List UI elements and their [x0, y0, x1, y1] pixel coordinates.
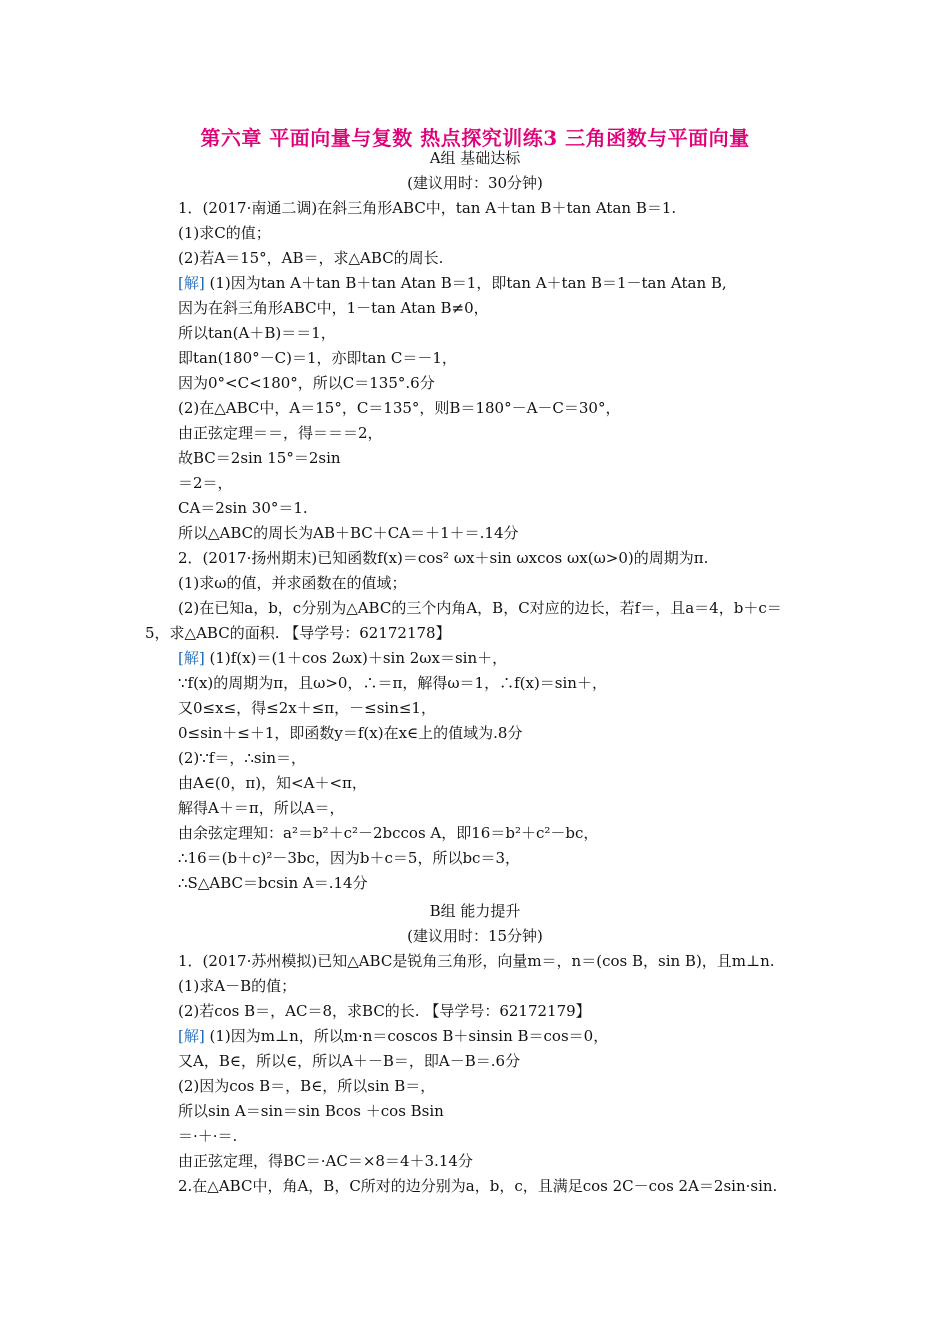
solution-a2-line: [解] (1)f(x)＝(1＋cos 2ωx)＋sin 2ωx＝sin＋， — [178, 649, 508, 667]
solution-a1-line: ＝2＝， — [178, 474, 233, 492]
solution-a2-line: 由A∈(0，π)，知<A＋<π， — [178, 774, 367, 792]
section-a-time: (建议用时：30分钟) — [407, 174, 543, 192]
solution-b1-line: [解] (1)因为m⊥n，所以m·n＝coscos B＋sinsin B＝cos＝0， — [178, 1027, 609, 1045]
problem-a2-part2-cont: 5，求△ABC的面积. 【导学号：62172178】 — [145, 624, 451, 642]
problem-a1-part1: (1)求C的值； — [178, 224, 271, 242]
problem-b1-part2: (2)若cos B＝，AC＝8，求BC的长. 【导学号：62172179】 — [178, 1002, 591, 1020]
solution-a2-line: 解得A＋＝π，所以A＝， — [178, 799, 345, 817]
solution-a1-line: 因为在斜三角形ABC中，1－tan Atan B≠0， — [178, 299, 489, 317]
solution-a1-line: 即tan(180°－C)＝1，亦即tan C＝－1， — [178, 349, 457, 367]
solution-a1-line: 因为0°<C<180°，所以C＝135°.6分 — [178, 374, 435, 392]
solution-a1-line: 所以tan(A＋B)＝＝1， — [178, 324, 336, 342]
solution-a2-line: ∴16＝(b＋c)²－3bc，因为b＋c＝5，所以bc＝3， — [178, 849, 520, 867]
solution-a2-line: 由余弦定理知：a²＝b²＋c²－2bccos A，即16＝b²＋c²－bc， — [178, 824, 599, 842]
solution-a2-line: ∵f(x)的周期为π，且ω>0，∴＝π，解得ω＝1，∴f(x)＝sin＋， — [178, 674, 607, 692]
solution-b1-line: 又A，B∈，所以∈，所以A＋－B＝，即A－B＝.6分 — [178, 1052, 521, 1070]
solution-a2-line: ∴S△ABC＝bcsin A＝.14分 — [178, 874, 368, 892]
section-a-header: A组 基础达标 — [429, 149, 521, 167]
solution-label: [解] — [178, 274, 205, 292]
solution-b1-line: ＝·＋·＝. — [178, 1127, 238, 1145]
solution-a1-line: [解] (1)因为tan A＋tan B＋tan Atan B＝1，即tan A＋tan B＝1－tan Atan B, — [178, 274, 727, 292]
problem-b1-stem: 1．(2017·苏州模拟)已知△ABC是锐角三角形，向量m＝，n＝(cos B，sin B)，且m⊥n. — [178, 952, 775, 970]
problem-a1-stem: 1．(2017·南通二调)在斜三角形ABC中，tan A＋tan B＋tan Atan B＝1. — [178, 199, 677, 217]
solution-b1-line: (2)因为cos B＝，B∈，所以sin B＝， — [178, 1077, 436, 1095]
solution-a1-line: (2)在△ABC中，A＝15°，C＝135°，则B＝180°－A－C＝30°， — [178, 399, 621, 417]
section-b-header: B组 能力提升 — [429, 902, 521, 920]
solution-b1-line: 由正弦定理，得BC＝·AC＝×8＝4＋3.14分 — [178, 1152, 473, 1170]
solution-a1-line: 故BC＝2sin 15°＝2sin — [178, 449, 341, 467]
solution-label: [解] — [178, 649, 205, 667]
section-b-time: (建议用时：15分钟) — [407, 927, 543, 945]
solution-a2-line: 0≤sin＋≤＋1，即函数y＝f(x)在x∈上的值域为.8分 — [178, 724, 523, 742]
problem-b2-stem: 2.在△ABC中，角A，B，C所对的边分别为a，b，c，且满足cos 2C－cos 2A＝2sin·sin. — [178, 1177, 778, 1195]
problem-b1-part1: (1)求A－B的值； — [178, 977, 297, 995]
problem-a1-part2: (2)若A＝15°，AB＝，求△ABC的周长. — [178, 249, 444, 267]
solution-b1-line: 所以sin A＝sin＝sin Bcos ＋cos Bsin — [178, 1102, 444, 1120]
solution-a1-line: 所以△ABC的周长为AB＋BC＋CA＝＋1＋＝.14分 — [178, 524, 519, 542]
solution-a2-line: 又0≤x≤，得≤2x＋≤π，－≤sin≤1， — [178, 699, 436, 717]
solution-a1-line: 由正弦定理＝＝，得＝＝＝2， — [178, 424, 383, 442]
solution-label: [解] — [178, 1027, 205, 1045]
solution-a2-line: (2)∵f＝，∴sin＝， — [178, 749, 307, 767]
problem-a2-stem: 2．(2017·扬州期末)已知函数f(x)＝cos² ωx＋sin ωxcos ωx(ω>0)的周期为π. — [178, 549, 709, 567]
solution-a1-line: CA＝2sin 30°＝1. — [178, 499, 308, 517]
problem-a2-part1: (1)求ω的值，并求函数在的值域； — [178, 574, 407, 592]
problem-a2-part2: (2)在已知a，b，c分别为△ABC的三个内角A，B，C对应的边长，若f＝，且a＝4，b＋c＝ — [178, 599, 782, 617]
page-title: 第六章 平面向量与复数 热点探究训练3 三角函数与平面向量 — [200, 126, 750, 150]
